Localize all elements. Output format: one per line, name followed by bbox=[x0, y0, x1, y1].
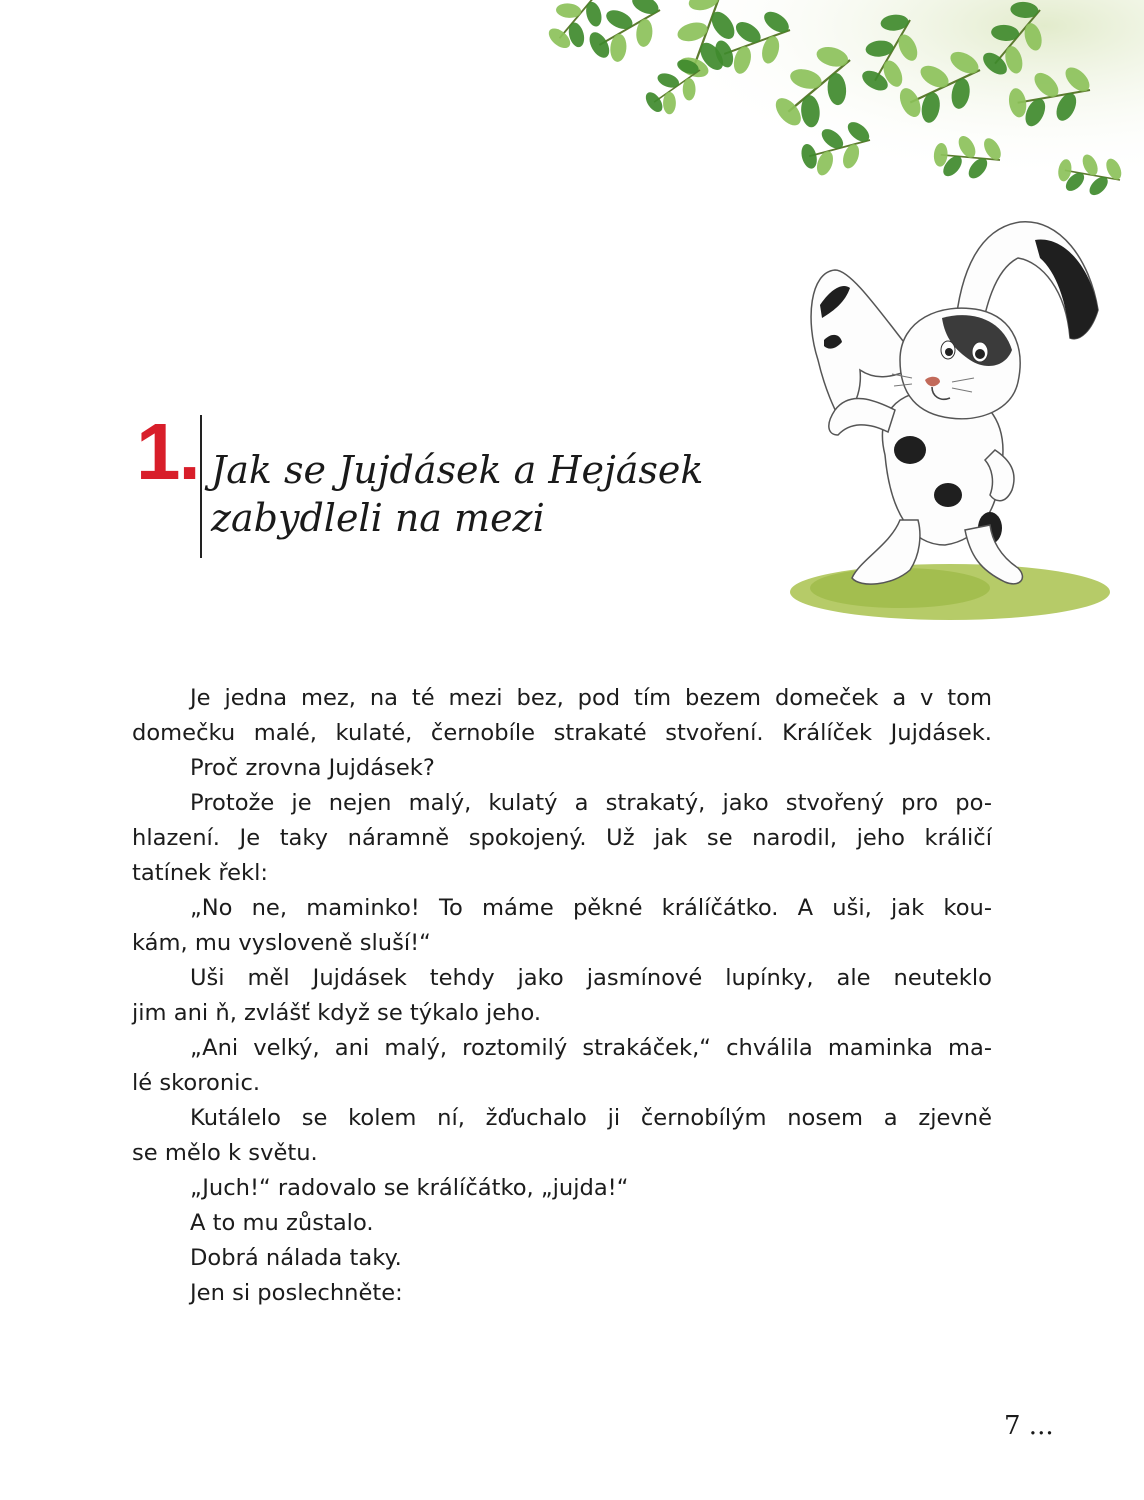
story-line: hlazení. Je taky náramně spokojený. Už jak se narodil, jeho králičí bbox=[132, 825, 992, 851]
story-line: „Ani velký, ani malý, roztomilý strakáček,“ chválila maminka ma- bbox=[190, 1035, 992, 1061]
bunny-illustration bbox=[780, 210, 1120, 620]
story-line: Proč zrovna Jujdásek? bbox=[190, 755, 435, 781]
story-line: se mělo k světu. bbox=[132, 1140, 318, 1166]
story-line: „Juch!“ radovalo se králíčátko, „jujda!“ bbox=[190, 1175, 629, 1201]
page-number: 7 ... bbox=[1004, 1411, 1054, 1441]
story-line: tatínek řekl: bbox=[132, 860, 268, 886]
story-line: Protože je nejen malý, kulatý a strakatý, jako stvořený pro po- bbox=[190, 790, 992, 816]
story-line: lé skoronic. bbox=[132, 1070, 261, 1096]
story-line: domečku malé, kulaté, černobíle strakaté stvoření. Králíček Jujdásek. bbox=[132, 720, 992, 746]
story-line: Uši měl Jujdásek tehdy jako jasmínové lupínky, ale neuteklo bbox=[190, 965, 992, 991]
chapter-title-line: zabydleli na mezi bbox=[211, 496, 545, 540]
story-line: Dobrá nálada taky. bbox=[190, 1245, 402, 1271]
story-line: Je jedna mez, na té mezi bez, pod tím bezem domeček a v tom bbox=[190, 685, 992, 711]
story-line: „No ne, maminko! To máme pěkné králíčátko. A uši, jak kou- bbox=[190, 895, 992, 921]
chapter-title bbox=[211, 446, 751, 542]
story-line: Jen si poslechněte: bbox=[190, 1280, 403, 1306]
story-text bbox=[132, 681, 992, 1311]
story-line: kám, mu vysloveně sluší!“ bbox=[132, 930, 431, 956]
story-line: A to mu zůstalo. bbox=[190, 1210, 374, 1236]
chapter-divider bbox=[200, 415, 202, 558]
story-line: Kutálelo se kolem ní, žďuchalo ji černobílým nosem a zjevně bbox=[190, 1105, 992, 1131]
chapter-title-line: Jak se Jujdásek a Hejásek bbox=[211, 448, 704, 492]
chapter-number: 1. bbox=[136, 407, 199, 496]
story-line: jim ani ň, zvlášť když se týkalo jeho. bbox=[132, 1000, 542, 1026]
